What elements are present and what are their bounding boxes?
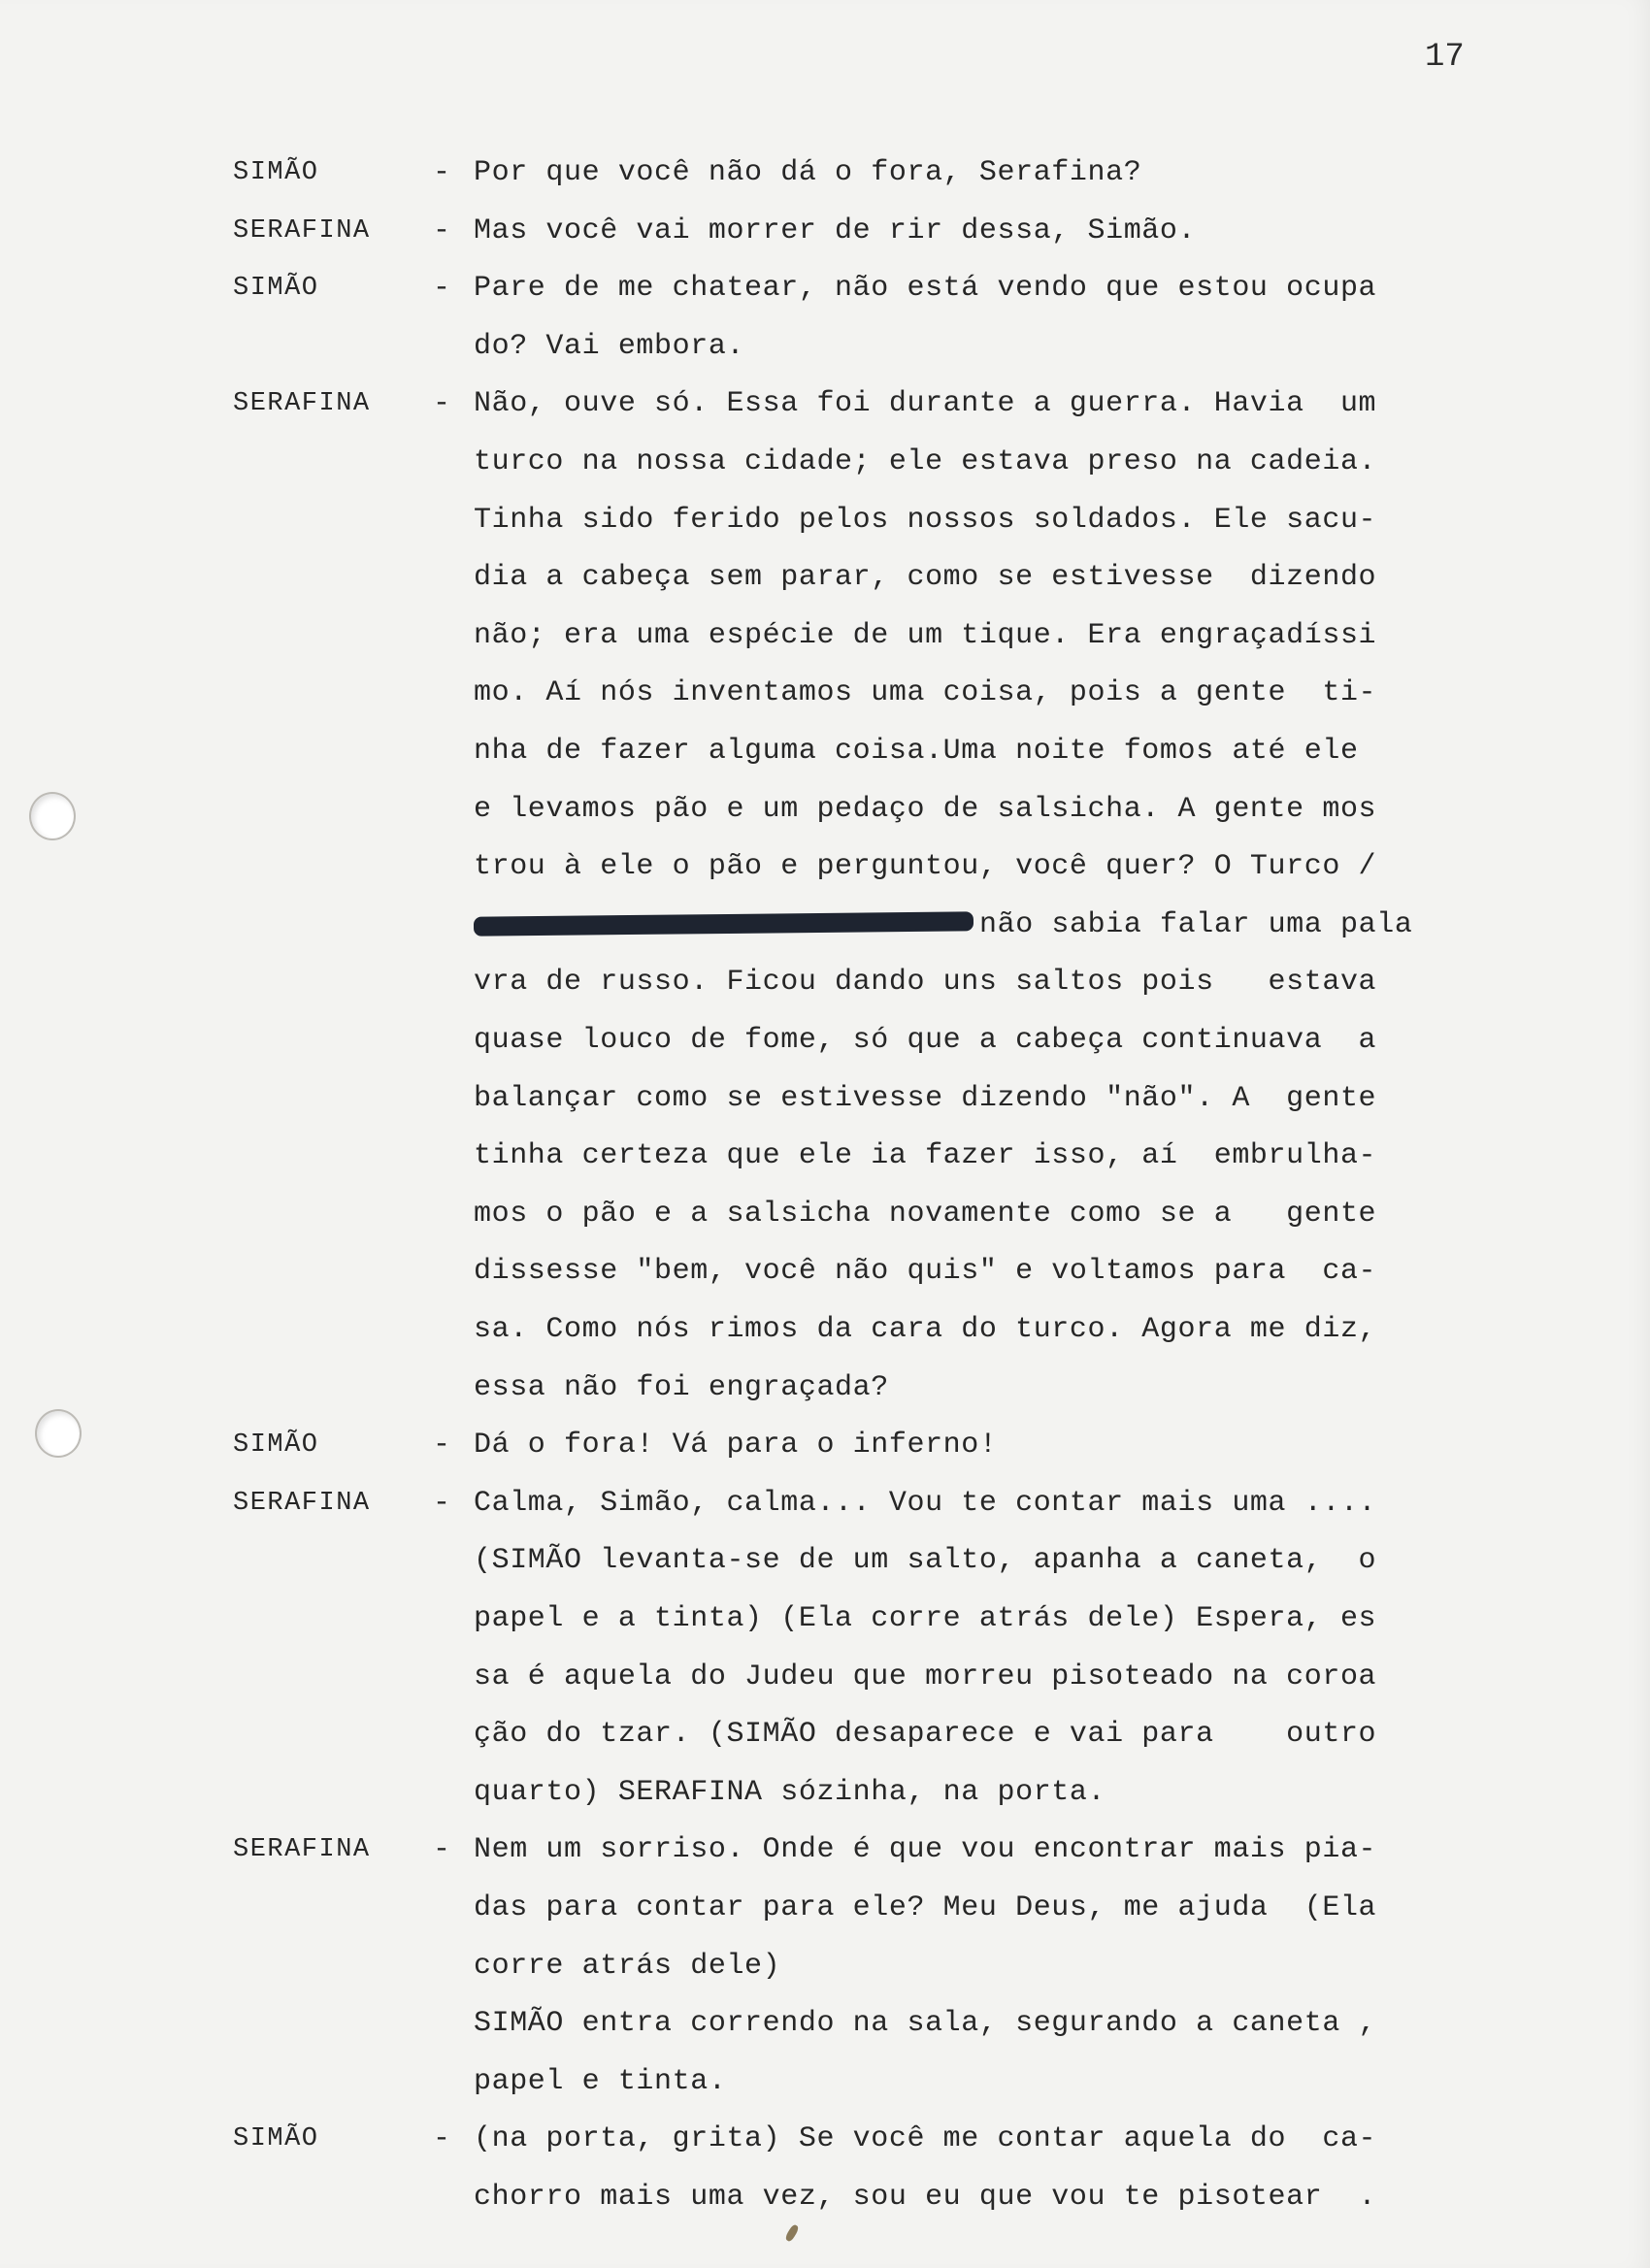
- script-line: [0, 1011, 1650, 1069]
- dialogue-text: turco na nossa cidade; ele estava preso na cadeia.: [474, 445, 1377, 478]
- script-line: [0, 259, 1650, 317]
- dialogue-dash: -: [433, 1833, 451, 1867]
- dialogue-dash: -: [433, 214, 451, 247]
- dialogue-text: (na porta, grita) Se você me contar aquela do ca-: [474, 2122, 1377, 2156]
- script-line: [0, 1185, 1650, 1243]
- dialogue-dash: -: [433, 156, 451, 189]
- redaction-bar: [474, 911, 974, 936]
- dialogue-text: [474, 896, 1412, 954]
- script-line: [0, 202, 1650, 260]
- script-line: [0, 548, 1650, 607]
- script-line: [0, 1359, 1650, 1417]
- page-number: 17: [1425, 39, 1465, 76]
- script-line: [0, 953, 1650, 1011]
- dialogue-text: Dá o fora! Vá para o inferno!: [474, 1429, 998, 1463]
- dialogue-text: quase louco de fome, só que a cabeça continuava a: [474, 1024, 1377, 1057]
- dialogue-dash: -: [433, 387, 451, 421]
- speaker-name: SIMÃO: [233, 2124, 319, 2154]
- speaker-name: SIMÃO: [233, 1430, 319, 1461]
- script-line: [0, 1705, 1650, 1763]
- speaker-name: SIMÃO: [233, 158, 319, 187]
- script-line: [0, 2053, 1650, 2111]
- dialogue-text: mo. Aí nós inventamos uma coisa, pois a gente ti-: [474, 676, 1377, 710]
- dialogue-dash: -: [433, 1429, 451, 1463]
- dialogue-dash: -: [433, 2122, 451, 2156]
- script-line: [0, 896, 1650, 954]
- dialogue-text: Mas você vai morrer de rir dessa, Simão.: [474, 214, 1197, 247]
- script-line: [0, 1531, 1650, 1590]
- dialogue-text: nha de fazer alguma coisa.Uma noite fomos até ele: [474, 735, 1359, 768]
- dialogue-text: ção do tzar. (SIMÃO desaparece e vai para outro: [474, 1718, 1377, 1752]
- dialogue-text: papel e tinta.: [474, 2064, 727, 2098]
- script-line: [0, 375, 1650, 433]
- script-line: [0, 780, 1650, 838]
- dialogue-text: papel e a tinta) (Ela corre atrás dele) Espera, es: [474, 1602, 1377, 1635]
- dialogue-dash: -: [433, 272, 451, 306]
- dialogue-text: quarto) SERAFINA sózinha, na porta.: [474, 1775, 1106, 1809]
- dialogue-text: das para contar para ele? Meu Deus, me ajuda (Ela: [474, 1891, 1377, 1924]
- script-line: [0, 2110, 1650, 2168]
- script-line: [0, 1763, 1650, 1822]
- script-line: [0, 317, 1650, 376]
- script-line: [0, 722, 1650, 780]
- script-line: [0, 1590, 1650, 1648]
- dialogue-text: chorro mais uma vez, sou eu que vou te pisotear .: [474, 2181, 1377, 2214]
- dialogue-text: dia a cabeça sem parar, como se estivesse dizendo: [474, 561, 1377, 595]
- dialogue-text-after-redaction: não sabia falar uma pala: [979, 907, 1413, 941]
- script-line: [0, 1474, 1650, 1532]
- dialogue-text: sa. Como nós rimos da cara do turco. Agora me diz,: [474, 1313, 1377, 1346]
- dialogue-text: Tinha sido ferido pelos nossos soldados. Ele sacu-: [474, 503, 1377, 537]
- dialogue-text: corre atrás dele): [474, 1949, 781, 1983]
- dialogue-text: mos o pão e a salsicha novamente como se a gente: [474, 1197, 1377, 1231]
- script-line: [0, 491, 1650, 549]
- dialogue-text: essa não foi engraçada?: [474, 1370, 889, 1404]
- script-line: [0, 607, 1650, 665]
- speaker-name: SERAFINA: [233, 1488, 371, 1518]
- dialogue-text: trou à ele o pão e perguntou, você quer? O Turco /: [474, 850, 1377, 884]
- dialogue-text: balançar como se estivesse dizendo "não". A gente: [474, 1081, 1377, 1115]
- ink-mark: [784, 2223, 800, 2243]
- script-line: [0, 1416, 1650, 1474]
- dialogue-text: SIMÃO entra correndo na sala, segurando a caneta ,: [474, 2007, 1377, 2041]
- dialogue-text: Por que você não dá o fora, Serafina?: [474, 156, 1142, 189]
- script-line: [0, 1937, 1650, 1995]
- dialogue-text: vra de russo. Ficou dando uns saltos pois estava: [474, 966, 1377, 1000]
- dialogue-text: Calma, Simão, calma... Vou te contar mais uma ....: [474, 1486, 1377, 1520]
- dialogue-text: dissesse "bem, você não quis" e voltamos para ca-: [474, 1255, 1377, 1289]
- script-line: [0, 144, 1650, 202]
- script-line: [0, 838, 1650, 896]
- dialogue-text: (SIMÃO levanta-se de um salto, apanha a caneta, o: [474, 1544, 1377, 1578]
- script-line: [0, 1069, 1650, 1128]
- script-line: [0, 1127, 1650, 1185]
- dialogue-dash: -: [433, 1486, 451, 1520]
- dialogue-text: sa é aquela do Judeu que morreu pisoteado na coroa: [474, 1660, 1377, 1693]
- dialogue-text: não; era uma espécie de um tique. Era engraçadíssi: [474, 618, 1377, 652]
- script-line: [0, 1994, 1650, 2053]
- dialogue-text: Nem um sorriso. Onde é que vou encontrar mais pia-: [474, 1833, 1377, 1867]
- script-line: [0, 1300, 1650, 1359]
- script-line: [0, 433, 1650, 491]
- script-line: [0, 1648, 1650, 1706]
- dialogue-text: tinha certeza que ele ia fazer isso, aí embrulha-: [474, 1139, 1377, 1173]
- speaker-name: SIMÃO: [233, 274, 319, 304]
- dialogue-text: Não, ouve só. Essa foi durante a guerra. Havia um: [474, 387, 1377, 421]
- dialogue-text: Pare de me chatear, não está vendo que estou ocupa: [474, 272, 1377, 306]
- script-line: [0, 2168, 1650, 2226]
- dialogue-text: do? Vai embora.: [474, 329, 745, 363]
- dialogue-text: e levamos pão e um pedaço de salsicha. A gente mos: [474, 792, 1377, 826]
- speaker-name: SERAFINA: [233, 1835, 371, 1865]
- script-line: [0, 664, 1650, 722]
- speaker-name: SERAFINA: [233, 215, 371, 246]
- speaker-name: SERAFINA: [233, 389, 371, 419]
- script-line: [0, 1821, 1650, 1879]
- script-line: [0, 1242, 1650, 1300]
- script-line: [0, 1879, 1650, 1937]
